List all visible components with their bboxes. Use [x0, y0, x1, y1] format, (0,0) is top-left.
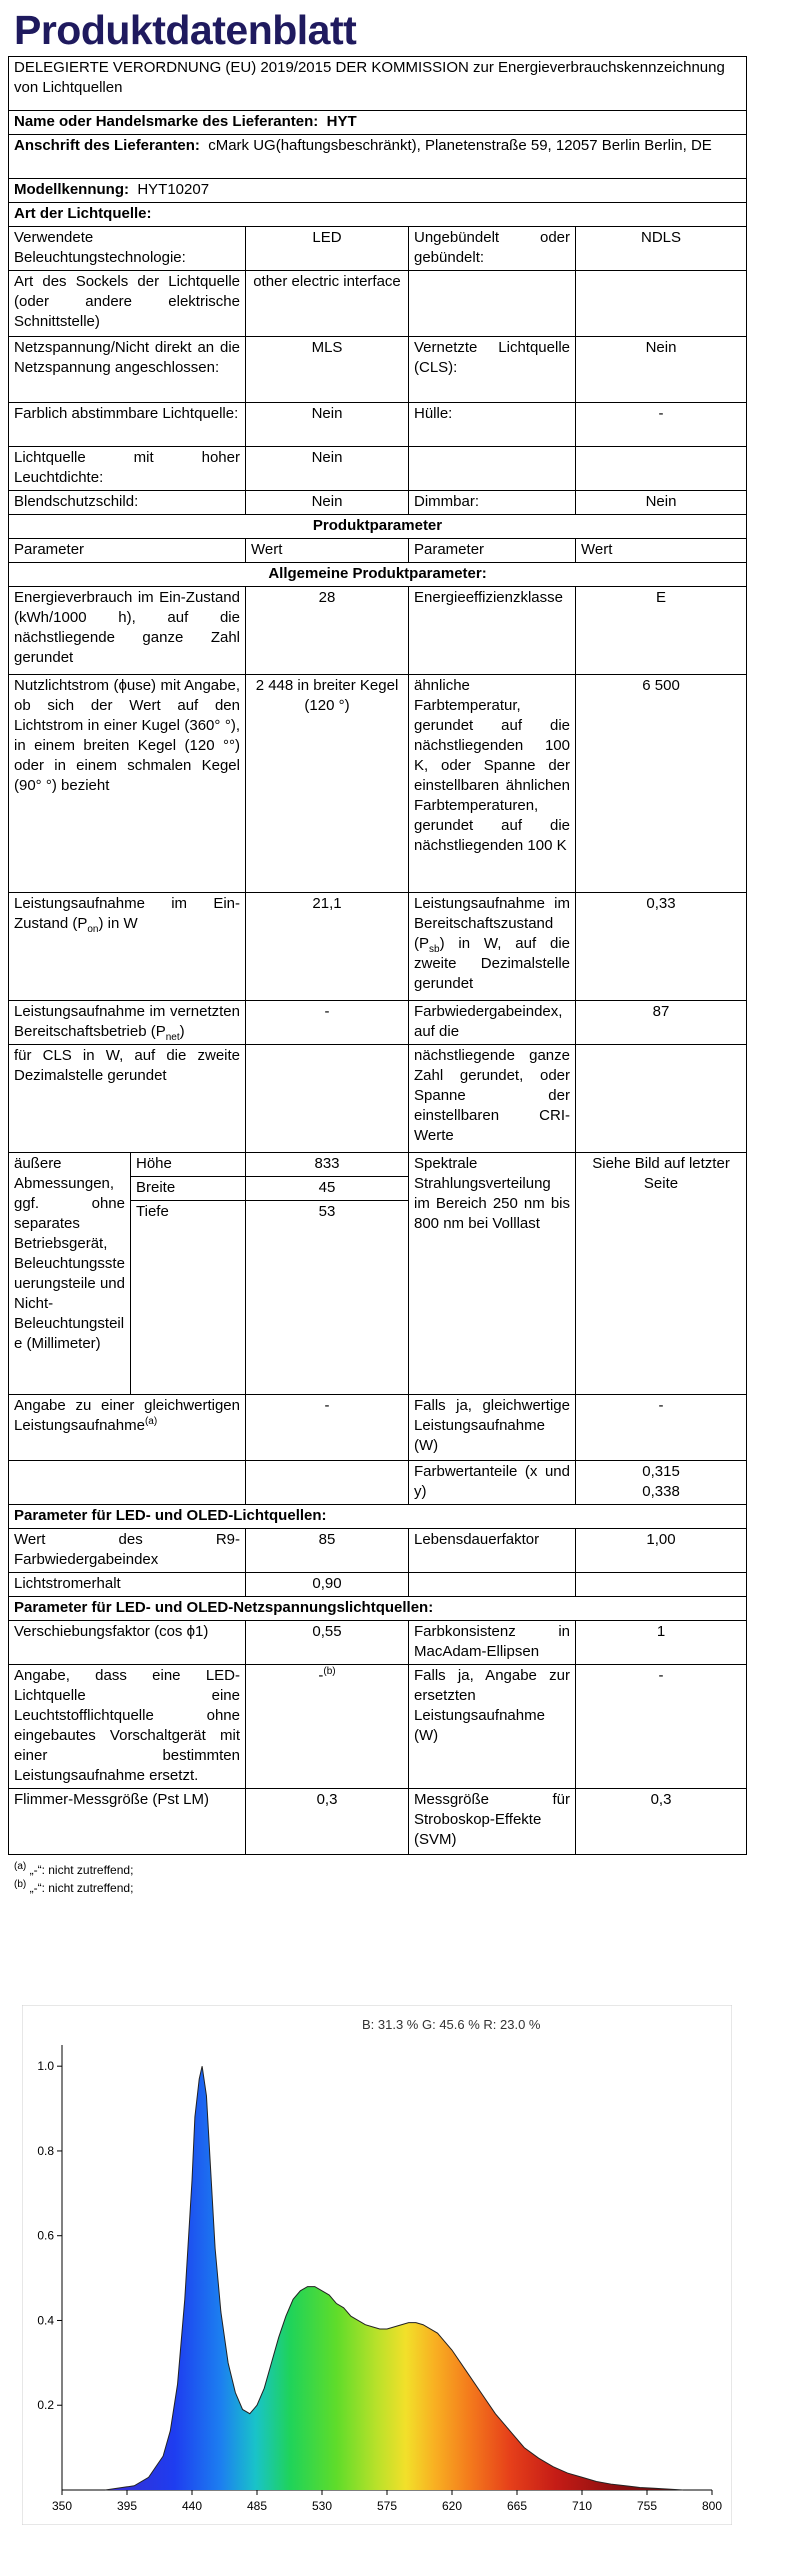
x-tick-label: 395 — [116, 2499, 138, 2513]
depth-label: Tiefe — [131, 1201, 246, 1395]
model-row — [9, 179, 747, 203]
supplier-name-label: Name oder Handelsmarke des Lieferanten: — [14, 113, 319, 130]
equiv-power-value: - — [576, 1395, 747, 1461]
dimmable-value: Nein — [576, 491, 747, 515]
regulation-text: DELEGIERTE VERORDNUNG (EU) 2019/2015 DER KOMMISSION zur Energieverbrauchskennzeichnung von Lichtquellen — [9, 57, 747, 111]
footnotes — [8, 1861, 746, 1897]
x-tick-label: 440 — [181, 2499, 203, 2513]
replace-value: -$^{(b)}$ — [246, 1665, 409, 1789]
supplier-name: HYT — [326, 113, 357, 130]
col-param-header: Parameter — [9, 539, 246, 563]
spd-value: Siehe Bild auf letzter Seite — [576, 1153, 747, 1395]
pnet-value: - — [246, 1001, 409, 1045]
equiv-value: - — [246, 1395, 409, 1461]
lumen-maint-label: Lichtstromerhalt — [9, 1573, 246, 1597]
mains-value: MLS — [246, 337, 409, 403]
depth-value: 53 — [246, 1201, 409, 1395]
replace-power-value: - — [576, 1665, 747, 1789]
y-tick-label: 0.8 — [37, 2143, 54, 2158]
x-tick-label: 620 — [441, 2499, 463, 2513]
replace-power-label: Falls ja, Angabe zur ersetzten Leistungsaufnahme (W) — [409, 1665, 576, 1789]
lumen-maint-value: 0,90 — [246, 1573, 409, 1597]
x-tick-label: 710 — [571, 2499, 593, 2513]
width-label: Breite — [131, 1177, 246, 1201]
r9-label: Wert des R9-Farbwiedergabeindex — [9, 1529, 246, 1573]
spectrum-chart — [22, 2005, 732, 2525]
survival-value: 1,00 — [576, 1529, 747, 1573]
undirected-value: NDLS — [576, 227, 747, 271]
chrom-values — [576, 1461, 747, 1505]
supplier-name-row — [9, 111, 747, 135]
connected-value: Nein — [576, 337, 747, 403]
spd-label: Spektrale Strahlungsverteilung im Bereich 250 nm bis 800 nm bei Volllast — [409, 1153, 576, 1395]
model-id: HYT10207 — [137, 181, 210, 198]
chrom-label: Farbwertanteile (x und y) — [409, 1461, 576, 1505]
led-heading: Parameter für LED- und OLED-Lichtquellen: — [9, 1505, 747, 1529]
mains-heading: Parameter für LED- und OLED-Netzspannungslichtquellen: — [9, 1597, 747, 1621]
undirected-label: Ungebündelt oder gebündelt: — [409, 227, 576, 271]
cap-label: Art des Sockels der Lichtquelle (oder andere elektrische Schnittstelle) — [9, 271, 246, 337]
pf-label: Verschiebungsfaktor (cos ϕ1) — [9, 1621, 246, 1665]
dims-label: äußere Abmessungen, ggf. ohne separates Betriebsgerät, Beleuchtungssteuerungsteile und Nicht-Beleuchtungsteile (Millimeter) — [9, 1153, 131, 1395]
x-tick-label: 485 — [246, 2499, 268, 2513]
datasheet — [8, 4, 746, 1897]
model-label: Modellkennung: — [14, 181, 129, 198]
x-tick-label: 530 — [311, 2499, 333, 2513]
datasheet-table — [8, 56, 747, 1855]
antiglare-label: Blendschutzschild: — [9, 491, 246, 515]
envelope-label: Hülle: — [409, 403, 576, 447]
eeclass-value: E — [576, 587, 747, 675]
replace-label: Angabe, dass eine LED-Lichtquelle eine Leuchtstofflichtquelle ohne eingebautes Vorschaltgerät mit einer bestimmten Leistungsaufnahme ersetzt. — [9, 1665, 246, 1789]
tech-value: LED — [246, 227, 409, 271]
energy-label: Energieverbrauch im Ein-Zustand (kWh/1000 h), auf die nächstliegende ganze Zahl gerundet — [9, 587, 246, 675]
r9-value: 85 — [246, 1529, 409, 1573]
section-heading: Art der Lichtquelle: — [9, 203, 747, 227]
pf-value: 0,55 — [246, 1621, 409, 1665]
envelope-value: - — [576, 403, 747, 447]
tunable-label: Farblich abstimmbare Lichtquelle: — [9, 403, 246, 447]
chrom-x: 0,315 — [642, 1463, 680, 1480]
pon-value: 21,1 — [246, 893, 409, 1001]
tech-label: Verwendete Beleuchtungstechnologie: — [9, 227, 246, 271]
y-tick-label: 1.0 — [37, 2059, 54, 2074]
cct-value: 6 500 — [576, 675, 747, 893]
consistency-value: 1 — [576, 1621, 747, 1665]
height-value: 833 — [246, 1153, 409, 1177]
pon-label: Leistungsaufnahme im Ein-Zustand $(P_{on})$ in W — [9, 893, 246, 1001]
chart-header: B: 31.3 % G: 45.6 % R: 23.0 % — [362, 2017, 541, 2032]
svm-value: 0,3 — [576, 1789, 747, 1855]
general-params-heading: Allgemeine Produktparameter: — [9, 563, 747, 587]
flux-label: Nutzlichtstrom (ϕuse) mit Angabe, ob sich der Wert auf den Lichtstrom in einer Kugel (360° °), in einem breiten Kegel (120 °°) oder in einem schmalen Kegel (90° °) bezieht — [9, 675, 246, 893]
col-value-header: Wert — [576, 539, 747, 563]
consistency-label: Farbkonsistenz in MacAdam-Ellipsen — [409, 1621, 576, 1665]
footnote-a: $^{(a)}$ „-“: nicht zutreffend; — [14, 1861, 134, 1877]
psb-label: Leistungsaufnahme im Bereitschaftszustand $(P_{sb})$ in W, auf die zweite Dezimalstelle gerundet — [409, 893, 576, 1001]
supplier-address-label: Anschrift des Lieferanten: — [14, 137, 200, 154]
highlum-value: Nein — [246, 447, 409, 491]
chrom-y: 0,338 — [642, 1483, 680, 1500]
pnet-label: Leistungsaufnahme im vernetzten Bereitschaftsbetrieb $(P_{net})$ — [9, 1001, 246, 1045]
cct-label: ähnliche Farbtemperatur, gerundet auf die nächstliegenden 100 K, oder Spanne der einstellbaren ähnlichen Farbtemperaturen, gerundet auf die nächstliegenden 100 K — [409, 675, 576, 893]
x-tick-label: 755 — [636, 2499, 658, 2513]
flux-value: 2 448 in breiter Kegel (120 °) — [246, 675, 409, 893]
col-value-header: Wert — [246, 539, 409, 563]
antiglare-value: Nein — [246, 491, 409, 515]
col-param-header: Parameter — [409, 539, 576, 563]
x-tick-label: 665 — [506, 2499, 528, 2513]
survival-label: Lebensdauerfaktor — [409, 1529, 576, 1573]
cri-label-cont: nächstliegende ganze Zahl gerundet, oder Spanne der einstellbaren CRI-Werte — [409, 1045, 576, 1153]
product-params-heading: Produktparameter — [9, 515, 747, 539]
dimmable-label: Dimmbar: — [409, 491, 576, 515]
y-tick-label: 0.4 — [37, 2313, 54, 2328]
pnet-label-cont: für CLS in W, auf die zweite Dezimalstelle gerundet — [9, 1045, 246, 1153]
x-tick-label: 800 — [701, 2499, 723, 2513]
page-title: Produktdatenblatt — [14, 7, 357, 53]
width-value: 45 — [246, 1177, 409, 1201]
cap-value: other electric interface — [246, 271, 409, 337]
x-tick-label: 575 — [376, 2499, 398, 2513]
flicker-value: 0,3 — [246, 1789, 409, 1855]
cri-label: Farbwiedergabeindex, auf die — [409, 1001, 576, 1045]
eeclass-label: Energieeffizienzklasse — [409, 587, 576, 675]
equiv-power-label: Falls ja, gleichwertige Leistungsaufnahme (W) — [409, 1395, 576, 1461]
psb-value: 0,33 — [576, 893, 747, 1001]
cri-value: 87 — [576, 1001, 747, 1045]
spectrum-svg — [22, 2005, 732, 2525]
supplier-address: cMark UG(haftungsbeschränkt), Planetenstraße 59, 12057 Berlin Berlin, DE — [208, 137, 712, 154]
footnote-b: $^{(b)}$ „-“: nicht zutreffend; — [14, 1879, 134, 1895]
y-tick-label: 0.2 — [37, 2398, 54, 2413]
supplier-address-row — [9, 135, 747, 179]
height-label: Höhe — [131, 1153, 246, 1177]
svm-label: Messgröße für Stroboskop-Effekte (SVM) — [409, 1789, 576, 1855]
x-tick-label: 350 — [51, 2499, 73, 2513]
equiv-label: Angabe zu einer gleichwertigen Leistungsaufnahme$^{(a)}$ — [9, 1395, 246, 1461]
flicker-label: Flimmer-Messgröße (Pst LM) — [9, 1789, 246, 1855]
connected-label: Vernetzte Lichtquelle (CLS): — [409, 337, 576, 403]
mains-label: Netzspannung/Nicht direkt an die Netzspannung angeschlossen: — [9, 337, 246, 403]
y-tick-label: 0.6 — [37, 2228, 54, 2243]
highlum-label: Lichtquelle mit hoher Leuchtdichte: — [9, 447, 246, 491]
tunable-value: Nein — [246, 403, 409, 447]
energy-value: 28 — [246, 587, 409, 675]
